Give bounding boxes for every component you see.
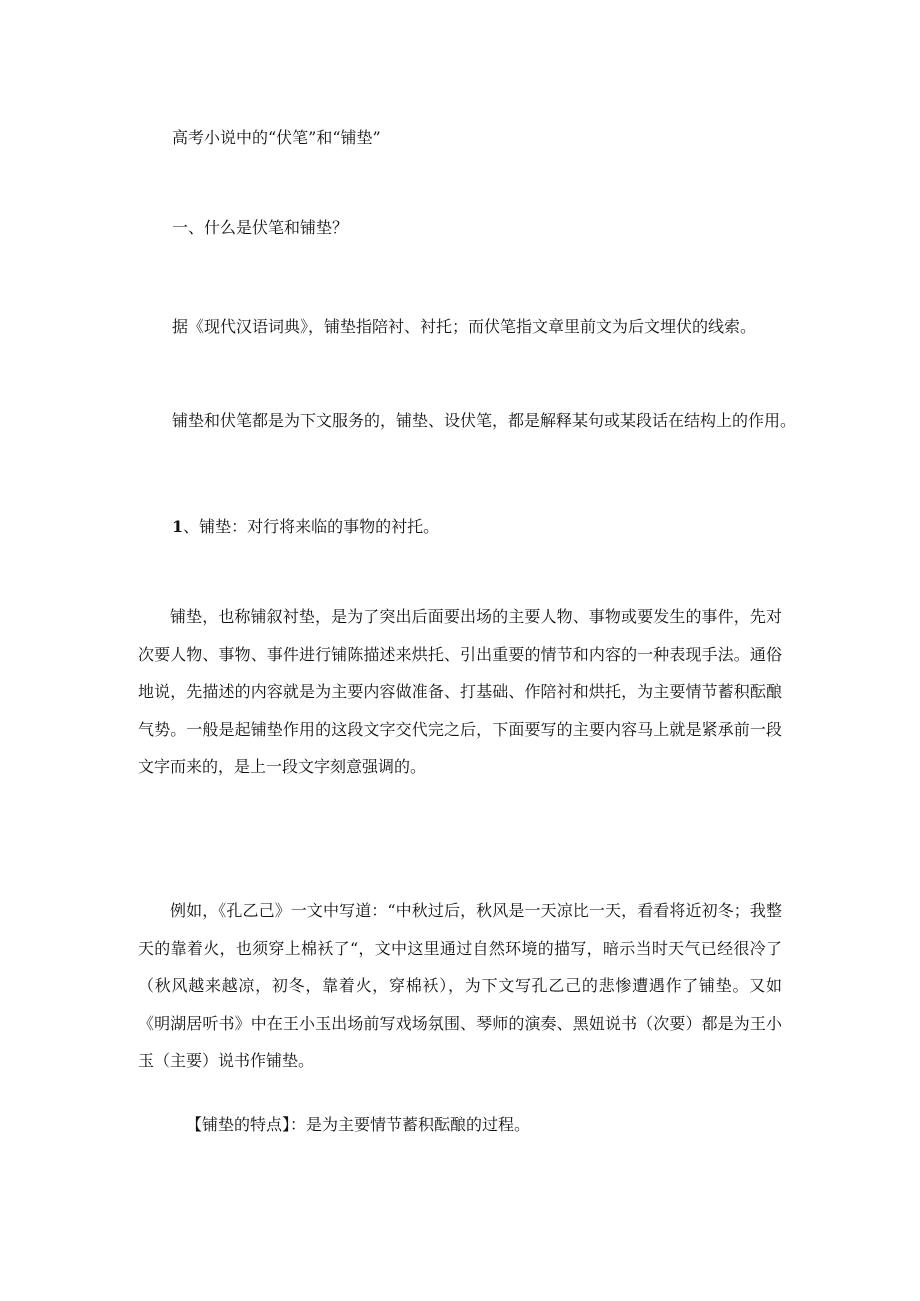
explanation-paragraph: 铺垫，也称铺叙衬垫，是为了突出后面要出场的主要人物、事物或要发生的事件，先对次要人物、事物、事件进行铺陈描述来烘托、引出重要的情节和内容的一种表现手法。通俗地说，先描述的内容就是为主要内容做准备、打基础、作陪衬和烘托，为主要情节蓄积酝酿气势。一般是起铺垫作用的这段文字交代完之后，下面要写的主要内容马上就是紧承前一段文字而来的，是上一段文字刻意强调的。 [138, 607, 782, 777]
definition-paragraph: 据《现代汉语词典》，铺垫指陪衬、衬托；而伏笔指文章里前文为后文埋伏的线索。 [172, 317, 757, 336]
feature-line [186, 1115, 530, 1135]
subheading [172, 517, 439, 537]
feature-text: 是为主要情节蓄积酝酿的过程。 [306, 1115, 531, 1134]
document-title: 高考小说中的“伏笔”和“铺垫” [172, 128, 381, 147]
section-heading: 一、什么是伏笔和铺垫？ [172, 218, 349, 237]
subheading-number: 1 [172, 517, 184, 536]
subheading-text: 、铺垫：对行将来临的事物的衬托。 [183, 517, 440, 536]
example-paragraph: 例如，《孔乙己》一文中写道：“中秋过后，秋风是一天凉比一天，看看将近初冬；我整天的靠着火，也须穿上棉袄了“，文中这里通过自然环境的描写，暗示当时天气已经很冷了（秋风越来越凉，初冬，靠着火，穿棉袄），为下文写孔乙己的悲惨遭遇作了铺垫。又如《明湖居听书》中在王小玉出场前写戏场氛围、琴师的演奏、黑妞说书（次要）都是为王小玉（主要）说书作铺垫。 [138, 901, 782, 1071]
purpose-paragraph: 铺垫和伏笔都是为下文服务的，铺垫、设伏笔，都是解释某句或某段话在结构上的作用。 [172, 411, 797, 430]
feature-label: 【铺垫的特点】： [186, 1115, 307, 1134]
